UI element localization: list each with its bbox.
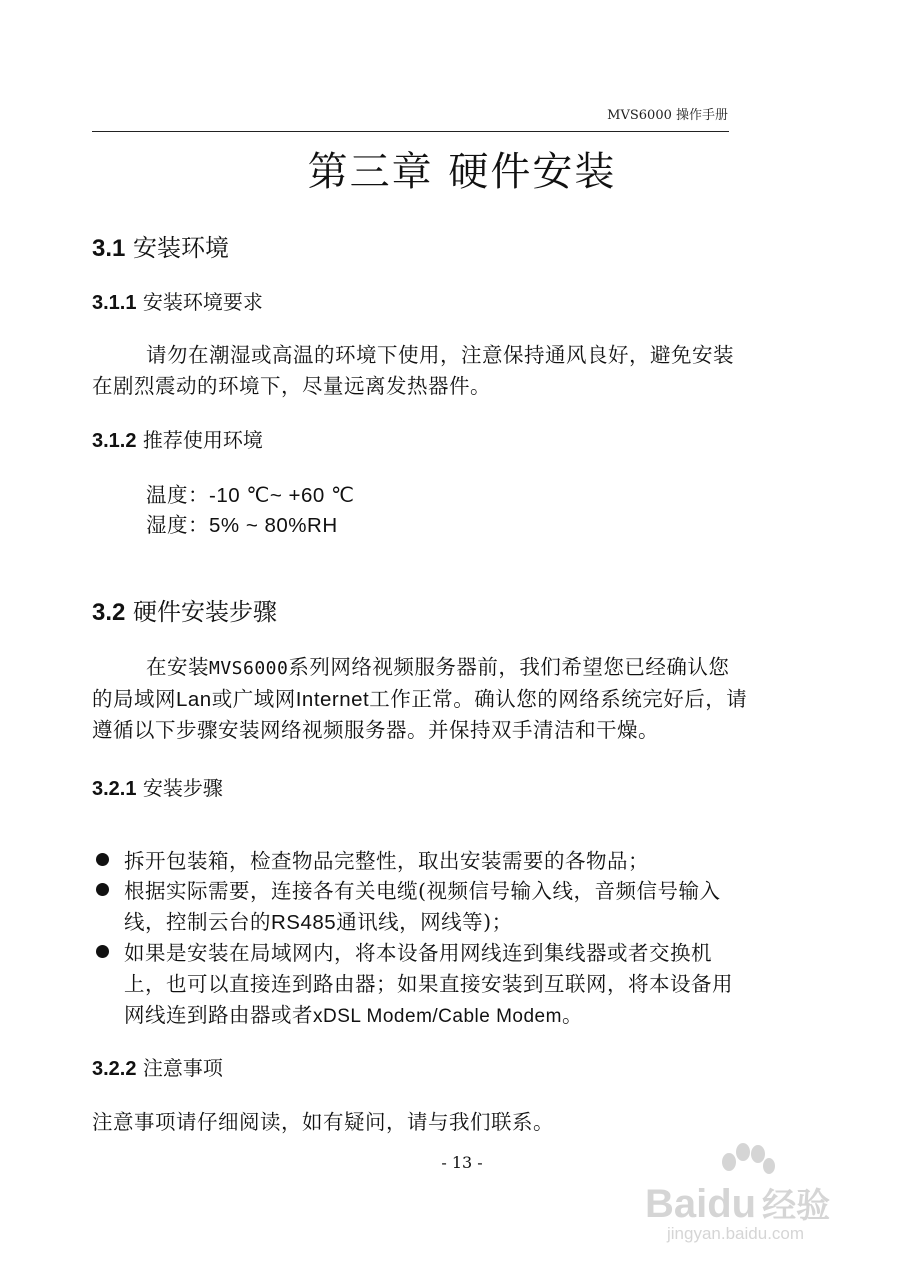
section-number: 3.2 [92, 599, 126, 626]
temperature-label: 温度： [146, 483, 209, 507]
section-number: 3.1 [92, 235, 126, 262]
section-heading-3-2 [92, 592, 277, 627]
humidity-value: 5% ~ 80%RH [209, 514, 338, 537]
section-title: 安装步骤 [142, 776, 223, 800]
temperature-line [146, 478, 355, 508]
bullet-dot [96, 883, 109, 896]
list-item-continuation [124, 998, 583, 1028]
section-number: 3.2.2 [92, 1058, 137, 1080]
section-title: 推荐使用环境 [142, 428, 263, 452]
section-heading-3-1-1 [92, 286, 263, 315]
text-run: Internet [295, 688, 370, 711]
chapter-title: 第三章 硬件安装 [307, 149, 617, 195]
text-run: 在安装 [146, 655, 209, 679]
text-run: MVS6000 [209, 658, 289, 679]
list-item-continuation [124, 905, 513, 935]
header-rule [92, 131, 729, 132]
paragraph-line: 请勿在潮湿或高温的环境下使用，注意保持通风良好，避免安装 [146, 343, 734, 367]
section-title: 安装环境要求 [142, 290, 263, 314]
page-number: - 13 - [441, 1153, 483, 1172]
text-run: xDSL Modem/Cable Modem [313, 1006, 562, 1027]
section-title: 硬件安装步骤 [133, 598, 278, 626]
text-run: 的局域网 [92, 687, 176, 711]
paragraph-line: 注意事项请仔细阅读，如有疑问，请与我们联系。 [92, 1110, 554, 1134]
list-item: 根据实际需要，连接各有关电缆(视频信号输入线，音频信号输入 [124, 879, 721, 903]
section-number: 3.1.2 [92, 430, 137, 452]
text-run: 或广域网 [211, 687, 296, 711]
paragraph-line: 在剧烈震动的环境下，尽量远离发热器件。 [92, 374, 491, 398]
section-title: 安装环境 [133, 234, 230, 262]
section-heading-3-1-2 [92, 424, 263, 453]
watermark-brand: Bai [645, 1182, 708, 1226]
watermark-url: jingyan.baidu.com [667, 1224, 805, 1243]
section-heading-3-2-1 [92, 772, 223, 801]
list-item: 如果是安装在局域网内，将本设备用网线连到集线器或者交换机 [124, 941, 712, 965]
text-run: 网线连到路由器或者 [124, 1003, 313, 1027]
section-title: 注意事项 [142, 1056, 223, 1080]
watermark-brand: 经验 [762, 1187, 831, 1225]
bullet-dot [96, 853, 109, 866]
section-heading-3-1 [92, 228, 229, 263]
text-run: Lan [176, 688, 212, 711]
humidity-line [146, 508, 338, 538]
bullet-dot [96, 945, 109, 958]
running-header: MVS6000 操作手册 [607, 108, 728, 123]
text-run: 线，控制云台的 [124, 910, 271, 934]
list-item: 拆开包装箱，检查物品完整性，取出安装需要的各物品； [124, 849, 649, 873]
watermark-brand: du [707, 1182, 757, 1226]
baidu-watermark [645, 1140, 855, 1250]
paragraph-line [92, 682, 747, 712]
section-number: 3.1.1 [92, 292, 137, 314]
list-item-continuation: 上，也可以直接连到路由器；如果直接安装到互联网，将本设备用 [124, 972, 733, 996]
text-run: 系列网络视频服务器前，我们希望您已经确认您 [288, 655, 730, 679]
humidity-label: 湿度： [146, 513, 209, 537]
section-heading-3-2-2 [92, 1052, 223, 1081]
paragraph-line: 遵循以下步骤安装网络视频服务器。并保持双手清洁和干燥。 [92, 718, 659, 742]
text-run: 通讯线，网线等)； [336, 910, 513, 934]
text-run: 工作正常。确认您的网络系统完好后，请 [369, 687, 748, 711]
paragraph-line [146, 650, 729, 680]
section-number: 3.2.1 [92, 778, 137, 800]
text-run: 。 [561, 1003, 583, 1027]
text-run: RS485 [271, 911, 337, 934]
temperature-value: -10 ℃~ +60 ℃ [209, 484, 355, 507]
